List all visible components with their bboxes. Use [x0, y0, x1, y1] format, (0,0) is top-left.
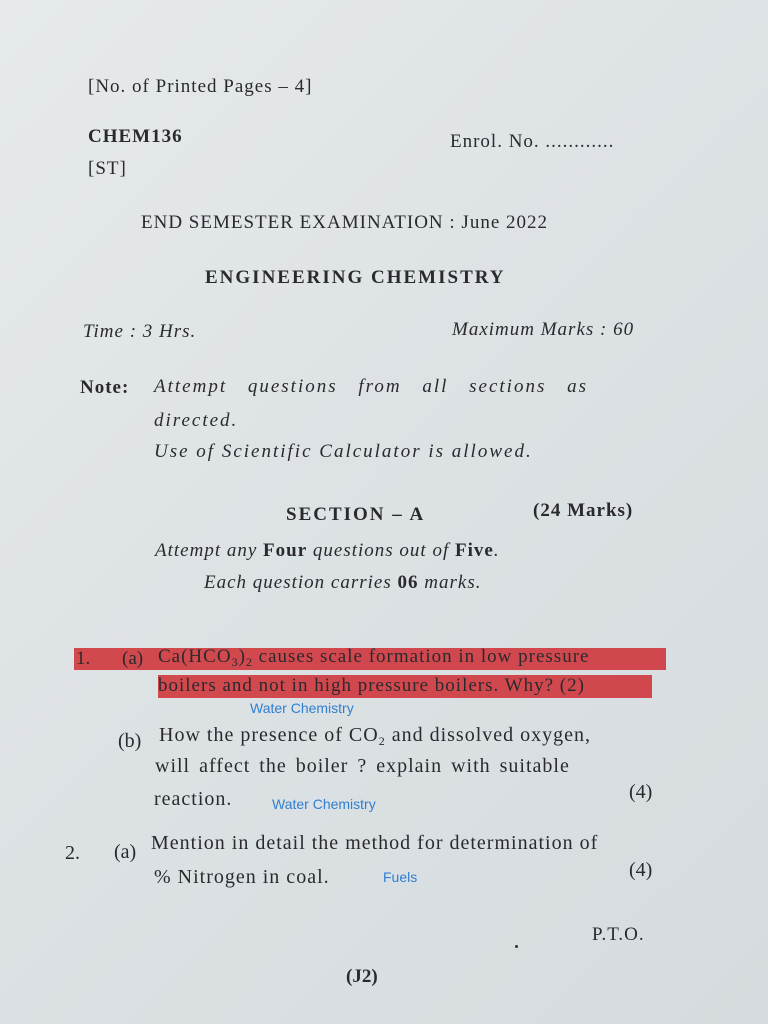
stray-dot [515, 945, 518, 948]
question-1b-line-1: How the presence of $CO_2$ and dissolved oxygen, [159, 724, 592, 748]
section-marks: (24 Marks) [533, 500, 634, 521]
question-2a-marks: (4) [629, 859, 653, 881]
section-title: SECTION – A [286, 504, 426, 525]
question-1b-label: (b) [118, 730, 142, 752]
question-2a-label: (a) [114, 841, 137, 863]
question-1a-line-1: $Ca(HCO_3)_2$ causes scale formation in low pressure [158, 646, 590, 669]
st-label: [ST] [88, 158, 127, 179]
question-1a-label: (a) [122, 648, 144, 669]
course-code: CHEM136 [88, 126, 183, 147]
topic-tag-fuels: Fuels [383, 869, 418, 885]
question-1b-line-2: will affect the boiler ? explain with suitable [155, 755, 570, 777]
pto-label: P.T.O. [592, 924, 645, 945]
question-1a-line-2: boilers and not in high pressure boilers. Why? (2) [158, 675, 585, 696]
question-1-number: 1. [76, 648, 91, 669]
topic-tag-water-chemistry-1b: Water Chemistry [272, 796, 376, 812]
printed-pages-note: [No. of Printed Pages – 4] [88, 76, 313, 97]
subject-title: ENGINEERING CHEMISTRY [205, 267, 506, 288]
question-2-number: 2. [65, 842, 80, 864]
page-code: (J2) [346, 966, 378, 987]
question-1b-line-3: reaction. [154, 788, 233, 810]
question-1b-marks: (4) [629, 781, 653, 803]
note-label: Note: [80, 377, 130, 398]
exam-title: END SEMESTER EXAMINATION : June 2022 [141, 212, 549, 233]
section-instruction-2: Each question carries 06 marks. [204, 572, 482, 593]
note-line-1: Attempt questions from all sections as [154, 376, 588, 397]
question-2a-line-2: % Nitrogen in coal. [154, 866, 330, 888]
time-label: Time : 3 Hrs. [83, 321, 197, 342]
enrol-number-label: Enrol. No. ............ [450, 131, 615, 152]
question-2a-line-1: Mention in detail the method for determination of [151, 832, 599, 854]
note-line-2: directed. [154, 410, 239, 431]
note-line-3: Use of Scientific Calculator is allowed. [154, 441, 533, 462]
topic-tag-water-chemistry-1a: Water Chemistry [250, 700, 354, 716]
max-marks-label: Maximum Marks : 60 [452, 319, 635, 340]
section-instruction-1: Attempt any Four questions out of Five. [155, 540, 500, 561]
